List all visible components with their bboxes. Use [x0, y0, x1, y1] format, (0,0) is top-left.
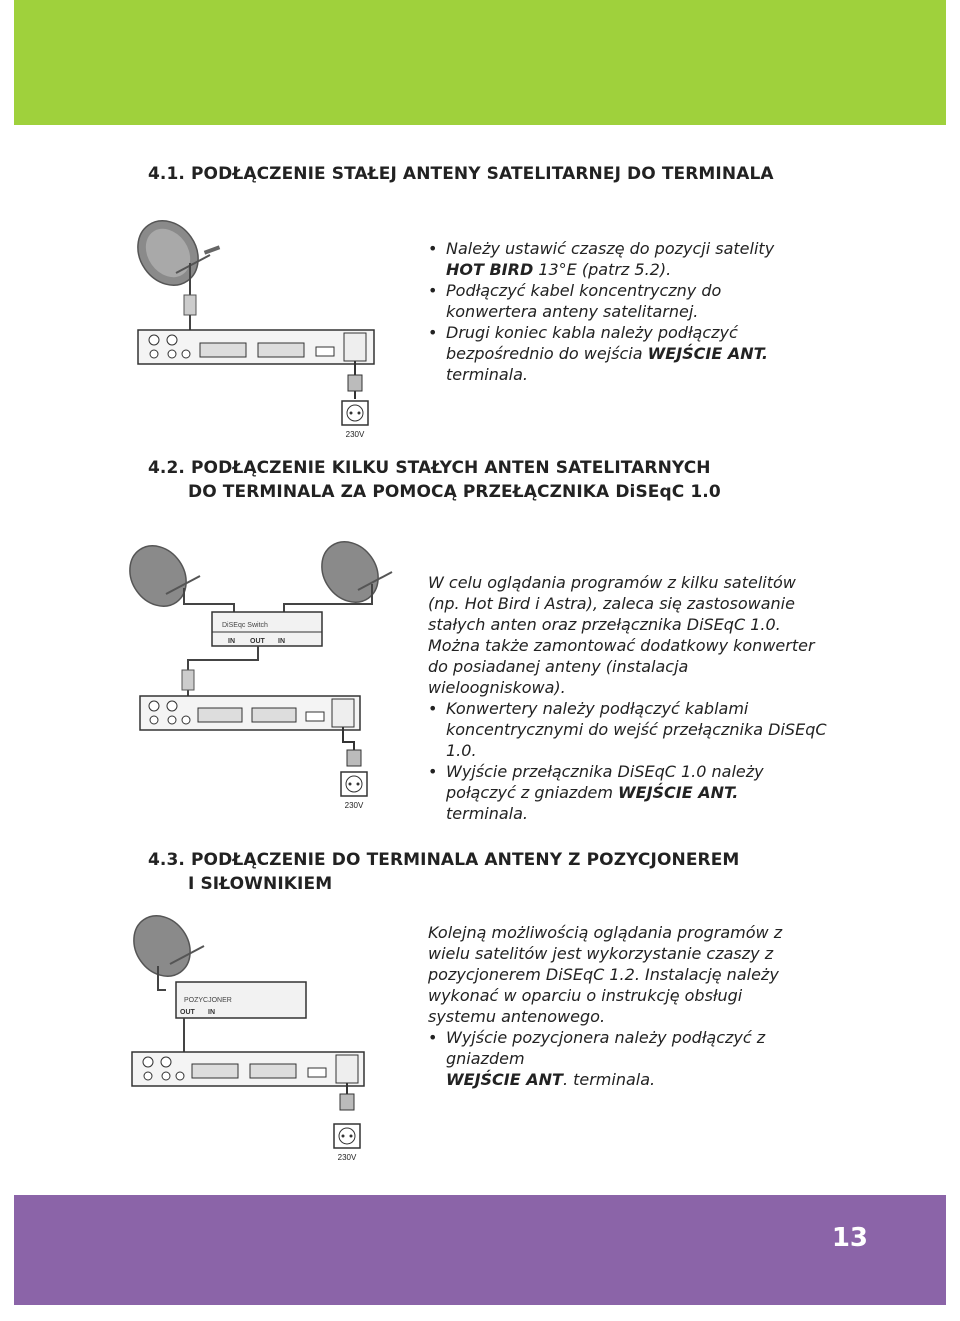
- voltage-label: 230V: [337, 1153, 357, 1162]
- positioner-box: [176, 982, 306, 1018]
- paragraph: Można także zamontować dodatkowy konwerter do posiadanej anteny (instalacja wieloogniskowa).: [428, 636, 815, 697]
- bullet-item: • Podłączyć kabel koncentryczny do konwertera anteny satelitarnej.: [428, 281, 722, 321]
- section-4-3-text: [428, 922, 808, 1090]
- section-heading-4-2-line2: DO TERMINALA ZA POMOCĄ PRZEŁĄCZNIKA DiSEqC 1.0: [188, 482, 721, 502]
- switch-port-in-2: IN: [278, 638, 285, 645]
- bullet-item: • Drugi koniec kabla należy podłączyć bezpośrednio do wejścia WEJŚCIE ANT. terminala.: [428, 323, 768, 384]
- positioner-label: POZYCJONER: [184, 997, 232, 1004]
- voltage-label: 230V: [344, 801, 364, 810]
- top-color-bar: [14, 0, 946, 125]
- positioner-port-out: OUT: [180, 1009, 195, 1016]
- paragraph: W celu oglądania programów z kilku satelitów (np. Hot Bird i Astra), zaleca się zastosowanie stałych anten oraz przełącznika DiSEqC 1.0.: [428, 573, 796, 634]
- bottom-color-bar: [14, 1195, 946, 1305]
- voltage-label: 230V: [345, 430, 365, 439]
- diagram-diseqc-switch: [122, 536, 412, 814]
- section-4-1-text: [428, 238, 808, 385]
- section-4-2-text: [428, 572, 828, 824]
- diagram-single-antenna: [130, 215, 390, 440]
- power-socket-icon: [341, 772, 367, 796]
- receiver-back-panel: [132, 1052, 364, 1086]
- receiver-back-panel: [138, 330, 374, 364]
- section-heading-4-3: 4.3. PODŁĄCZENIE DO TERMINALA ANTENY Z POZYCJONEREM: [148, 850, 740, 870]
- positioner-port-in: IN: [208, 1009, 215, 1016]
- satellite-dish-icon: [310, 536, 392, 613]
- receiver-back-panel: [140, 696, 360, 730]
- satellite-dish-icon: [130, 215, 220, 297]
- section-heading-4-3-line2: I SIŁOWNIKIEM: [188, 874, 333, 894]
- page-number: 13: [831, 1223, 868, 1253]
- paragraph: Kolejną możliwością oglądania programów z wielu satelitów jest wykorzystanie czaszy z pozycjonerem DiSEqC 1.2. Instalację należy wykonać w oparciu o instrukcję obsługi systemu antenowego.: [428, 923, 783, 1026]
- bullet-item: • Wyjście pozycjonera należy podłączyć z gniazdem WEJŚCIE ANT. terminala.: [428, 1028, 766, 1089]
- switch-label: DiSEqc Switch: [222, 622, 268, 629]
- switch-port-out: OUT: [250, 638, 265, 645]
- switch-port-in-1: IN: [228, 638, 235, 645]
- bullet-item: • Konwertery należy podłączyć kablami koncentrycznymi do wejść przełącznika DiSEqC 1.0.: [428, 699, 827, 760]
- power-socket-icon: [334, 1124, 360, 1148]
- satellite-dish-icon: [122, 906, 204, 987]
- section-heading-4-2: 4.2. PODŁĄCZENIE KILKU STAŁYCH ANTEN SATELITARNYCH: [148, 458, 711, 478]
- power-socket-icon: [342, 401, 368, 425]
- diseqc-switch-box: [212, 612, 322, 646]
- section-heading-4-1: 4.1. PODŁĄCZENIE STAŁEJ ANTENY SATELITARNEJ DO TERMINALA: [148, 164, 774, 184]
- bullet-item: • Należy ustawić czaszę do pozycji satelity HOT BIRD 13°E (patrz 5.2).: [428, 239, 775, 279]
- bullet-item: • Wyjście przełącznika DiSEqC 1.0 należy połączyć z gniazdem WEJŚCIE ANT. terminala.: [428, 762, 764, 823]
- diagram-positioner: [122, 906, 382, 1166]
